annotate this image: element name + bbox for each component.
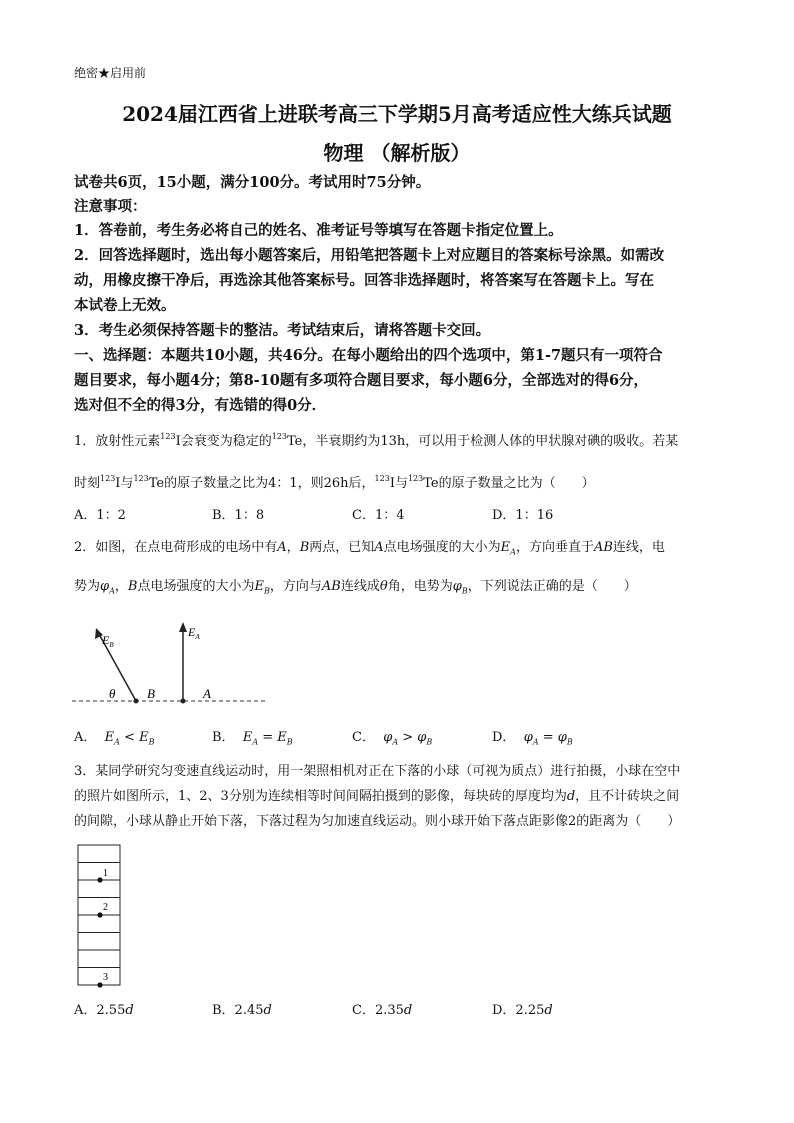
note-2-line-3: 本试卷上无效。 bbox=[74, 297, 176, 314]
image-label-2: 2 bbox=[103, 902, 108, 913]
b-label: B bbox=[147, 686, 155, 701]
q3-line-1: 3．某同学研究匀变速直线运动时，用一架照相机对正在下落的小球（可视为质点）进行拍摄，小球在空中 bbox=[74, 764, 681, 779]
q1-option-c: C．1：4 bbox=[352, 508, 405, 523]
q2-option-c: C． $\varphi_A > \varphi_B$ bbox=[352, 730, 433, 747]
q3-line-3: 的间隙，小球从静止开始下落，下落过程为匀加速直线运动。则小球开始下落点距影像2的距离为（ ） bbox=[74, 814, 681, 829]
q2-field-figure bbox=[72, 618, 272, 710]
ball-image-2 bbox=[97, 912, 102, 917]
ball-image-1 bbox=[97, 877, 102, 882]
ea-arrowhead bbox=[179, 622, 187, 632]
q3-option-c: C．2.35d bbox=[352, 1003, 413, 1018]
ea-label: $E_A$ bbox=[188, 625, 200, 641]
note-2-line-1: 2．回答选择题时，选出每小题答案后，用铅笔把答题卡上对应题目的答案标号涂黑。如需改 bbox=[74, 247, 665, 264]
q1-line-1: 1．放射性元素$^{123}$I会衰变为稳定的$^{123}$Te，半衰期约为13h，可以用于检测人体的甲状腺对碘的吸收。若某 bbox=[74, 432, 679, 449]
q3-brick-figure bbox=[76, 844, 124, 990]
point-b bbox=[134, 699, 139, 704]
q3-option-a: A．2.55d bbox=[74, 1003, 134, 1018]
q2-option-d: D． $\varphi_A = \varphi_B$ bbox=[492, 730, 573, 747]
note-3: 3．考生必须保持答题卡的整洁。考试结束后，请将答题卡交回。 bbox=[74, 322, 491, 339]
exam-info: 试卷共6页，15小题，满分100分。考试用时75分钟。 bbox=[74, 174, 431, 191]
q1-line-2: 时刻$^{123}$I与$^{123}$Te的原子数量之比为4：1，则26h后，$^{123}$I与$^{123}$Te的原子数量之比为（ ） bbox=[74, 474, 595, 491]
secret-label: 绝密★启用前 bbox=[74, 66, 147, 80]
note-2-line-2: 动，用橡皮擦干净后，再选涂其他答案标号。回答非选择题时，将答案写在答题卡上。写在 bbox=[74, 272, 654, 289]
q1-option-d: D．1：16 bbox=[492, 508, 554, 523]
paper-subtitle: 物理 （解析版） bbox=[323, 141, 471, 165]
q2-option-b: B． $E_A = E_B$ bbox=[212, 730, 293, 747]
point-a bbox=[181, 699, 186, 704]
notes-heading: 注意事项： bbox=[74, 198, 147, 215]
q3-option-b: B．2.45d bbox=[212, 1003, 272, 1018]
paper-title: 2024届江西省上进联考高三下学期5月高考适应性大练兵试题 bbox=[122, 102, 672, 126]
a-label: A bbox=[203, 686, 211, 701]
section-1-line-2: 题目要求，每小题4分；第8-10题有多项符合题目要求，每小题6分，全部选对的得6分， bbox=[74, 372, 649, 389]
image-label-3: 3 bbox=[103, 972, 108, 983]
q2-option-a: A． $E_A < E_B$ bbox=[74, 730, 155, 747]
ball-image-3 bbox=[97, 982, 102, 987]
section-1-line-3: 选对但不全的得3分，有选错的得0分． bbox=[74, 397, 327, 414]
q1-option-b: B．1：8 bbox=[212, 508, 265, 523]
section-1-line-1: 一、选择题：本题共10小题，共46分。在每小题给出的四个选项中，第1-7题只有一项符合 bbox=[74, 347, 663, 364]
q2-line-1: 2．如图，在点电荷形成的电场中有A，B两点，已知A点电场强度的大小为$E_A$，方向垂直于AB连线，电 bbox=[74, 540, 665, 557]
q2-line-2: 势为$\varphi_A$，B点电场强度的大小为$E_B$，方向与AB连线成θ角，电势为$\varphi_B$，下列说法正确的是（ ） bbox=[74, 579, 637, 596]
q1-option-a: A．1：2 bbox=[74, 508, 126, 523]
eb-label: $E_B$ bbox=[102, 633, 114, 649]
image-label-1: 1 bbox=[103, 868, 108, 879]
note-1: 1．答卷前，考生务必将自己的姓名、准考证号等填写在答题卡指定位置上。 bbox=[74, 222, 563, 239]
q3-line-2: 的照片如图所示，1、2、3分别为连续相等时间间隔拍摄到的影像，每块砖的厚度均为d，且不计砖块之间 bbox=[74, 789, 680, 804]
q3-option-d: D．2.25d bbox=[492, 1003, 553, 1018]
theta-label: θ bbox=[109, 686, 116, 701]
